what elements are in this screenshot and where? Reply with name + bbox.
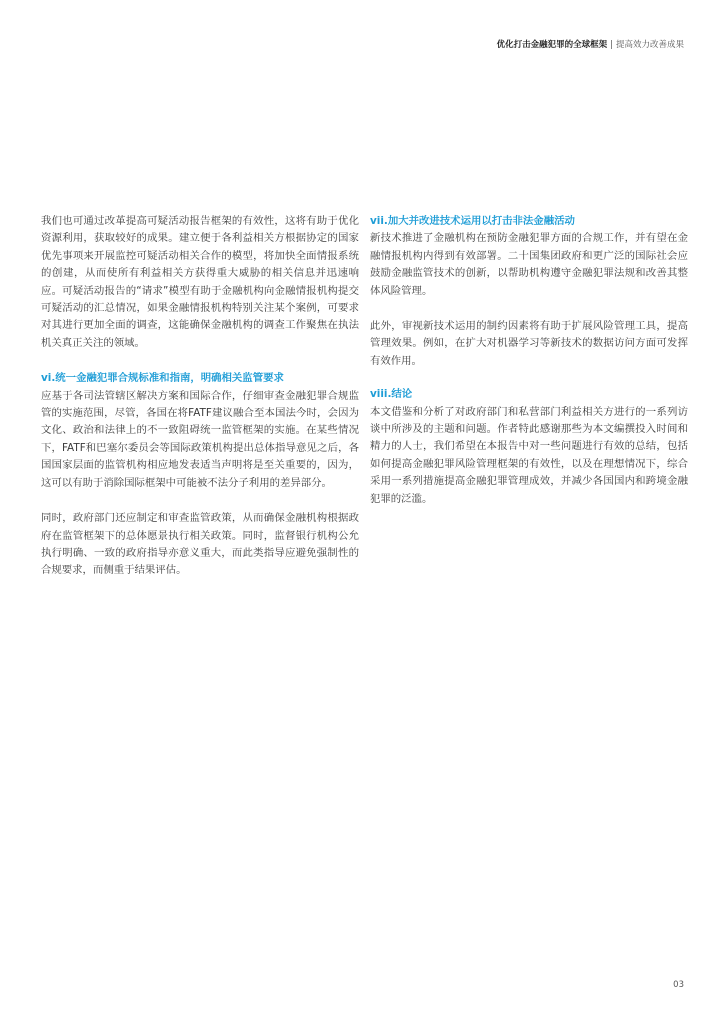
running-header (497, 38, 684, 50)
right-column (370, 213, 688, 508)
paragraph-conclusion: 本文借鉴和分析了对政府部门和私营部门利益相关方进行的一系列访谈中所涉及的主题和问题。作者特此感谢那些为本文编撰投入时间和精力的人士，我们希望在本报告中对一些问题进行有效的总结，包括如何提高金融犯罪风险管理框架的有效性，以及在理想情况下，综合采用一系列措施提高金融犯罪管理成效，并减少各国国内和跨境金融犯罪的泛滥。 (370, 405, 688, 505)
section-heading-vii: vii.加大并改进技术运用以打击非法金融活动 (370, 215, 575, 227)
paragraph-new-technology: 新技术推进了金融机构在预防金融犯罪方面的合规工作，并有望在金融情报机构内得到有效部署。二十国集团政府和更广泛的国际社会应鼓励金融监管技术的创新，以帮助机构遵守金融犯罪法规和改善其整体风险管理。 (370, 232, 688, 297)
section-heading-vi: vi.统一金融犯罪合规标准和指南，明确相关监管要求 (41, 372, 284, 385)
paragraph-technology-constraints: 此外，审视新技术运用的制约因素将有助于扩展风险管理工具，提高管理效果。例如，在扩大对机器学习等新技术的数据访问方面可发挥有效作用。 (370, 320, 688, 367)
paragraph-government-policy: 同时，政府部门还应制定和审查监管政策，从而确保金融机构根据政府在监管框架下的总体愿景执行相关政策。同时，监督银行机构公允执行明确、一致的政府指导亦意义重大，而此类指导应避免强制性的合规要求，而侧重于结果评估。 (41, 512, 359, 577)
section-heading-viii: viii.结论 (370, 388, 413, 401)
header-title: 优化打击金融犯罪的全球框架 (496, 40, 608, 50)
header-subtitle: 提高效力改善成果 (615, 40, 684, 50)
header-separator: | (610, 40, 613, 50)
paragraph-suspicious-activity-reporting: 我们也可通过改革提高可疑活动报告框架的有效性，这将有助于优化资源利用，获取较好的成果。建立便于各利益相关方根据协定的国家优先事项来开展监控可疑活动相关合作的模型，将加快全面情报系统的创建，从而使所有利益相关方获得重大威胁的相关信息并迅速响应。可疑活动报告的“请求”模型有助于金融机构向金融情报机构提交可疑活动的汇总情况，如果金融情报机构特别关注某个案例，可要求对其进行更加全面的调查，这能确保金融机构的调查工作聚焦在执法机关真正关注的领域。 (41, 215, 359, 349)
paragraph-compliance-standards: 应基于各司法管辖区解决方案和国际合作，仔细审查金融犯罪合规监管的实施范围，尽管，各国在将FATF建议融合至本国法今时，会因为文化、政治和法律上的不一致阻碍统一监管框架的实施。在某些情况下，FATF和巴塞尔委员会等国际政策机构提出总体指导意见之后，各国国家层面的监管机构相应地发表适当声明将是至关重要的，因为，这可以有助于消除国际框架中可能被不法分子利用的差异部分。 (41, 389, 359, 489)
page-number: 03 (673, 980, 684, 990)
left-column (41, 213, 359, 580)
